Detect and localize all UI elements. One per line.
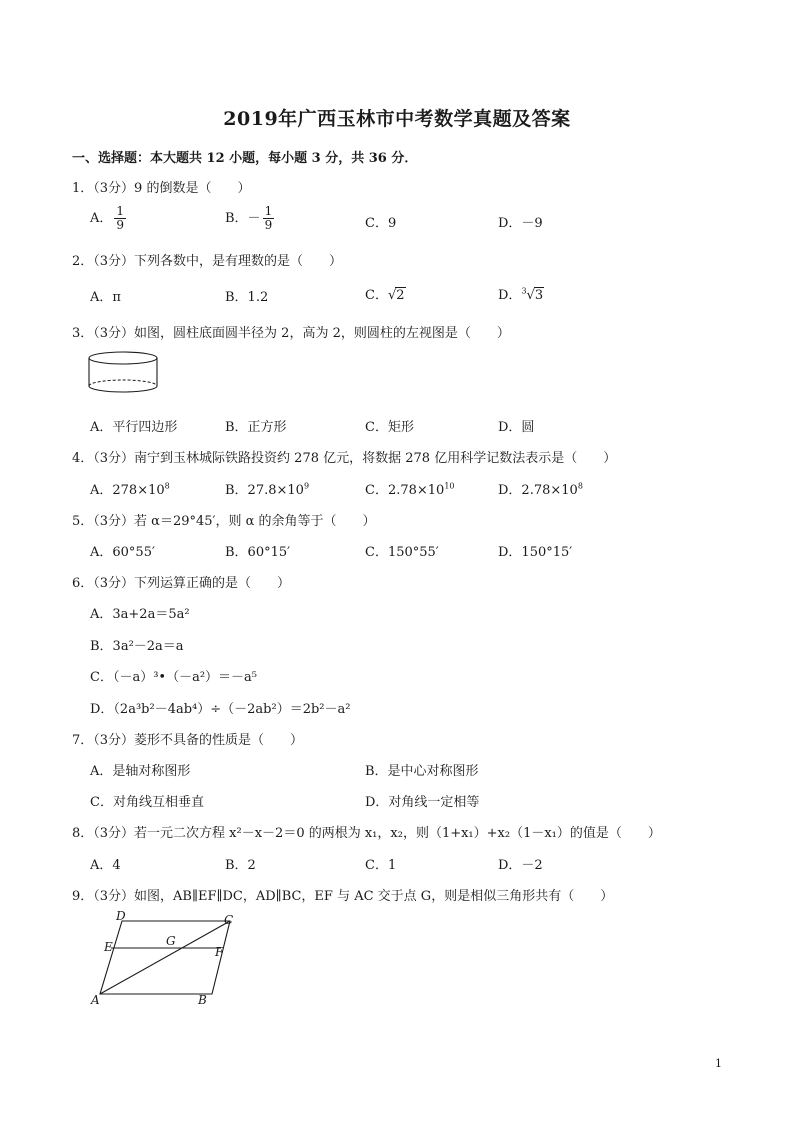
option-label: D． [498,288,522,303]
question-5-stem: 5．（3分）若 α＝29°45′，则 α 的余角等于（ ） [72,514,376,529]
numerator: 1 [116,204,125,218]
point-label-b: B [198,993,207,1007]
segment-ac [100,921,230,994]
exponent: 10 [444,481,455,491]
question-2-option-d [498,284,544,303]
page-number: 1 [715,1057,722,1070]
question-8-option-a: A．4 [90,858,121,873]
question-2-option-b: B．1.2 [225,290,269,305]
question-6-option-c: C．（－a）³•（－a²）＝－a⁵ [90,670,258,685]
exponent: 8 [577,481,583,491]
radicand: 3 [534,288,544,303]
fraction [114,205,126,232]
question-5-option-c: C．150°55′ [365,545,439,560]
exponent: 8 [164,481,170,491]
option-text: A．278×10 [90,483,165,498]
question-9-stem: 9．（3分）如图，AB∥EF∥DC，AD∥BC，EF 与 AC 交于点 G，则是相似三角形共有（ ） [72,889,614,904]
question-7-option-d: D．对角线一定相等 [365,795,480,810]
question-7-option-a: A．是轴对称图形 [90,764,191,779]
question-5-option-a: A．60°55′ [90,545,155,560]
question-1-option-a [90,205,126,232]
question-3-option-b: B．正方形 [225,420,287,435]
question-4-option-a [90,479,170,498]
question-3-stem: 3．（3分）如图，圆柱底面圆半径为 2，高为 2，则圆柱的左视图是（ ） [72,326,510,341]
option-label: B．－ [225,211,261,226]
question-2-option-c [365,284,406,303]
square-root: √2 [387,288,405,303]
point-label-c: C [224,913,234,927]
section-heading: 一、选择题：本大题共 12 小题，每小题 3 分，共 36 分． [72,151,418,166]
question-2-option-a: A．π [90,290,121,305]
option-label: C． [365,288,388,303]
point-label-d: D [116,909,126,923]
question-7-option-c: C．对角线互相垂直 [90,795,204,810]
question-6-stem: 6．（3分）下列运算正确的是（ ） [72,576,291,591]
question-8-option-c: C．1 [365,858,397,873]
radicand: 2 [396,288,405,303]
question-3-option-a: A．平行四边形 [90,420,178,435]
question-6-option-a: A．3a+2a＝5a² [90,607,190,622]
fraction [263,205,275,232]
question-3-option-d: D．圆 [498,420,535,435]
cylinder-figure [86,348,166,400]
question-4-option-d [498,479,583,498]
question-5-option-b: B．60°15′ [225,545,291,560]
point-label-g: G [166,934,176,948]
point-label-a: A [91,993,100,1007]
question-4-option-b [225,479,309,498]
question-2-stem: 2．（3分）下列各数中，是有理数的是（ ） [72,254,343,269]
question-1-option-b [225,205,274,232]
question-6-option-b: B．3a²－2a＝a [90,639,184,654]
question-1-option-c: C．9 [365,216,397,231]
document-title: 2019年广西玉林市中考数学真题及答案 [223,108,571,130]
denominator: 9 [264,218,273,232]
cube-root: √3 [526,288,544,303]
question-1-stem: 1．（3分）9 的倒数是（ ） [72,181,251,196]
question-6-option-d: D．（2a³b²－4ab⁴）÷（－2ab²）＝2b²－a² [90,702,351,717]
root-index: 3 [521,286,527,296]
option-text: D．2.78×10 [498,483,578,498]
question-8-stem: 8．（3分）若一元二次方程 x²－x－2＝0 的两根为 x₁，x₂，则（1+x₁）+x₂（1－x₁）的值是（ ） [72,826,661,841]
option-label: A． [90,211,113,226]
question-7-stem: 7．（3分）菱形不具备的性质是（ ） [72,733,304,748]
question-5-option-d: D．150°15′ [498,545,573,560]
option-text: C．2.78×10 [365,483,445,498]
question-8-option-b: B．2 [225,858,256,873]
question-1-option-d: D．－9 [498,216,543,231]
denominator: 9 [116,218,125,232]
numerator: 1 [264,204,273,218]
question-4-stem: 4．（3分）南宁到玉林城际铁路投资约 278 亿元，将数据 278 亿用科学记数法表示是（ ） [72,451,617,466]
exponent: 9 [303,481,310,491]
option-text: B．27.8×10 [225,483,304,498]
question-7-option-b: B．是中心对称图形 [365,764,479,779]
point-label-f: F [215,945,224,959]
question-8-option-d: D．－2 [498,858,543,873]
parallelogram-figure [86,908,236,1012]
point-label-e: E [104,940,113,954]
question-4-option-c [365,479,455,498]
question-3-option-c: C．矩形 [365,420,414,435]
